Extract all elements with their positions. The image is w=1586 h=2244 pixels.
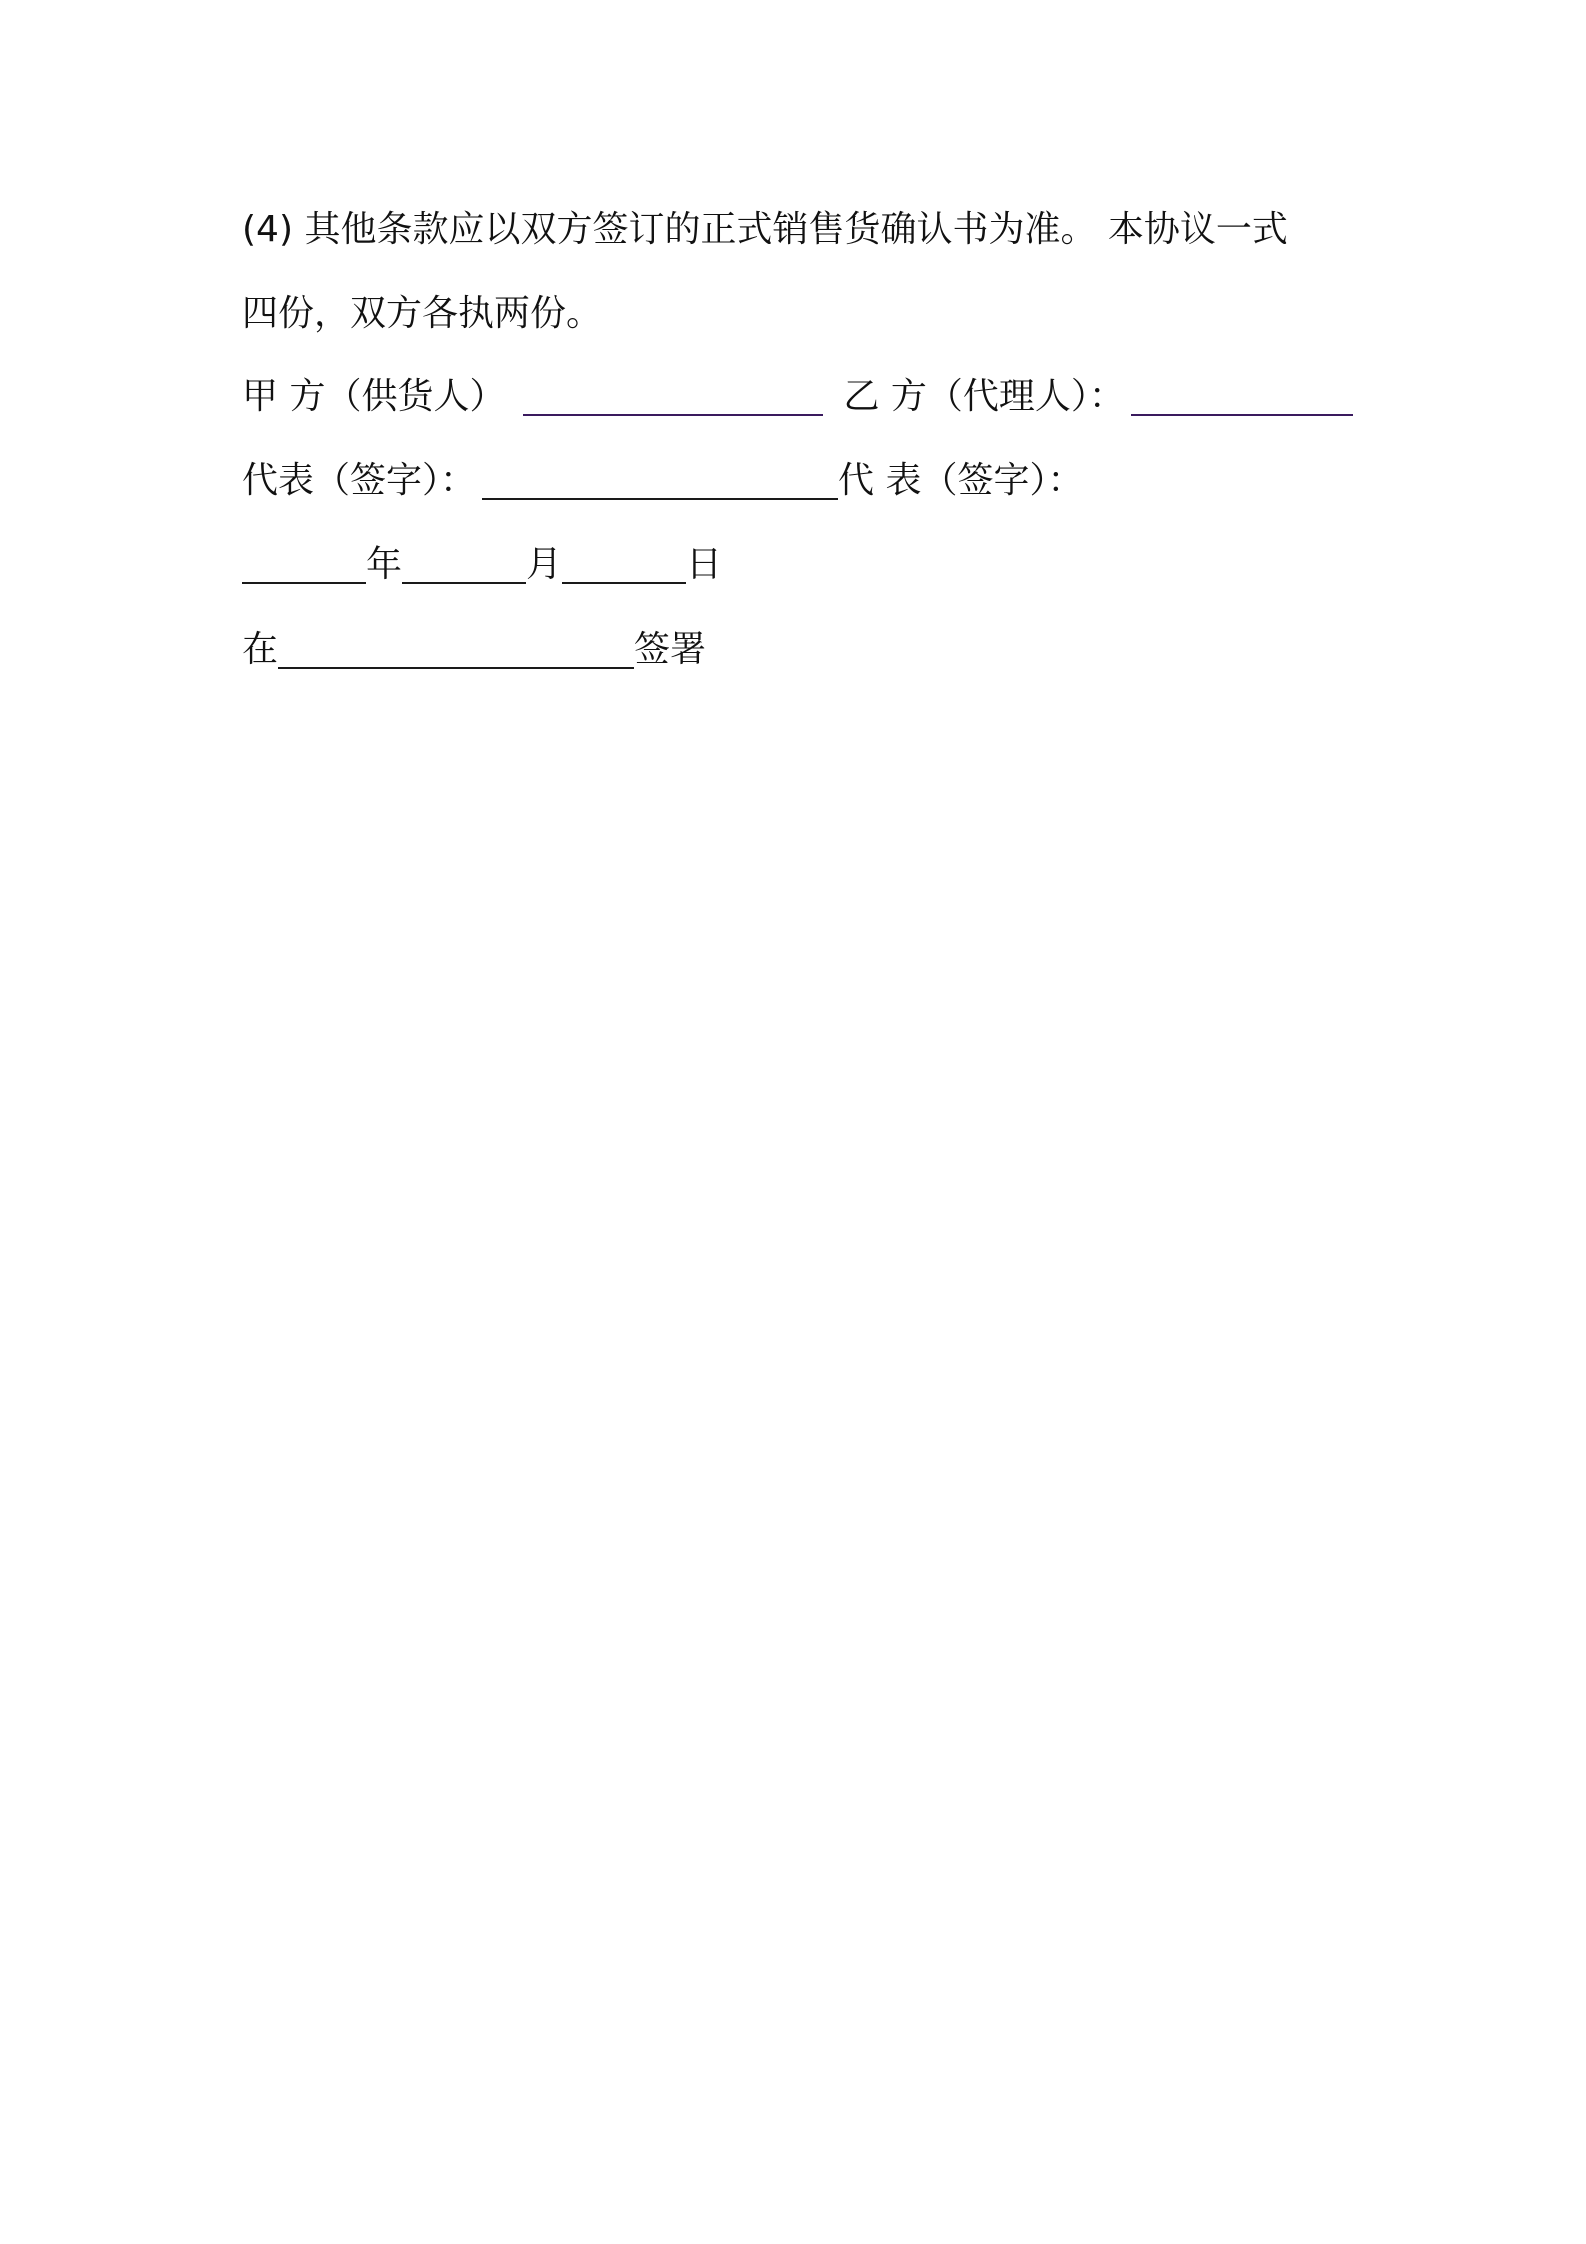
date-line <box>242 540 722 590</box>
day-field[interactable] <box>562 544 686 584</box>
month-field[interactable] <box>402 544 526 584</box>
party-line <box>242 372 1353 422</box>
day-label: 日 <box>686 544 723 585</box>
rep-a-signature-field[interactable] <box>482 460 838 500</box>
rep-a-label: 代表（签字）： <box>242 460 477 501</box>
representative-line <box>242 456 1083 506</box>
party-a-signature-field[interactable] <box>523 376 823 416</box>
signing-place-line <box>242 625 706 675</box>
party-a-label: 甲 方（供货人） <box>242 376 506 417</box>
clause-text-1: (4) 其他条款应以双方签订的正式销售货确认书为准。 本协议一式 <box>242 209 1288 250</box>
place-prefix: 在 <box>242 629 279 670</box>
month-label: 月 <box>526 544 563 585</box>
clause-line-2 <box>242 289 602 339</box>
year-field[interactable] <box>242 544 366 584</box>
year-label: 年 <box>366 544 403 585</box>
party-b-label: 乙 方（代理人）： <box>843 376 1125 417</box>
place-suffix: 签署 <box>634 629 707 670</box>
clause-line-1 <box>242 205 1288 255</box>
rep-b-label: 代 表（签字）： <box>838 460 1084 501</box>
signing-place-field[interactable] <box>278 629 634 669</box>
party-b-signature-field[interactable] <box>1131 376 1353 416</box>
clause-text-2: 四份，双方各执两份。 <box>242 293 603 334</box>
